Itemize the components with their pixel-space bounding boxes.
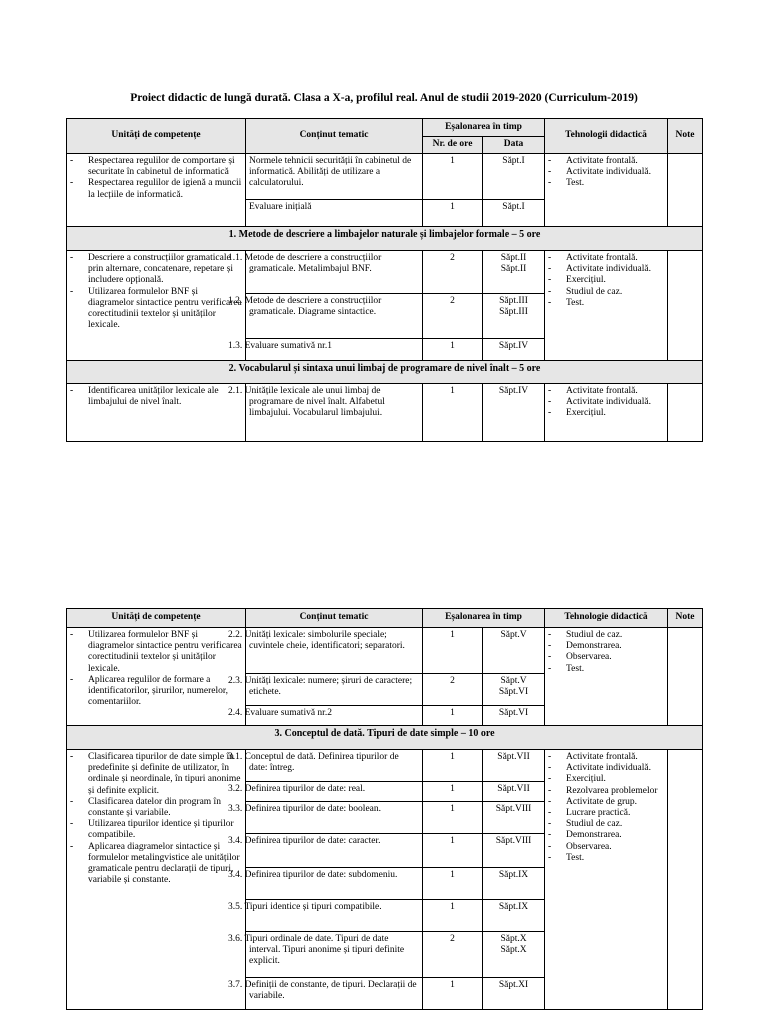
topic-cell: 2.3. Unități lexicale: numere; șiruri de caractere; etichete. [246, 674, 423, 706]
date-cell: Săpt.XI [483, 978, 545, 1010]
topic-cell: Evaluare inițială [246, 200, 423, 227]
topic-cell: 2.4. Evaluare sumativă nr.2 [246, 706, 423, 726]
header-tehnologii: Tehnologii didactică [545, 119, 668, 154]
competente-cell [67, 750, 246, 1010]
header-esalonare: Eșalonarea în timp [423, 609, 545, 628]
tehnologii-cell [545, 251, 668, 361]
header-note: Note [668, 119, 703, 154]
hours-cell: 1 [423, 782, 483, 802]
hours-cell: 1 [423, 628, 483, 674]
tehnologii-cell [545, 750, 668, 1010]
topic-cell: 3.7. Definiții de constante, de tipuri. Declarații de variabile. [246, 978, 423, 1010]
tehnologie-item: - Observarea. [548, 842, 664, 853]
competenta-item: - Utilizarea formulelor BNF și diagramelor sintactice pentru verificarea corectitudinii textelor și unităților lexicale. [70, 287, 242, 332]
tehnologie-item: - Activitate de grup. [548, 797, 664, 808]
date-cell: Săpt.III Săpt.III [483, 294, 545, 339]
competenta-item: - Respectarea regulilor de igienă a muncii la lecțiile de informatică. [70, 178, 242, 200]
note-cell [668, 628, 703, 726]
tehnologie-item: - Observarea. [548, 652, 664, 663]
topic-cell: 3.4. Definirea tipurilor de date: subdomeniu. [246, 868, 423, 900]
topic-cell: 1.1. Metode de descriere a construcțiilor gramaticale. Metalimbajul BNF. [246, 251, 423, 294]
hours-cell: 1 [423, 868, 483, 900]
date-cell: Săpt.IX [483, 900, 545, 932]
hours-cell: 1 [423, 706, 483, 726]
date-cell: Săpt.VII [483, 782, 545, 802]
date-cell: Săpt.VIII [483, 834, 545, 868]
header-nr-ore: Nr. de ore [423, 137, 483, 154]
competenta-item: - Aplicarea regulilor de formare a identificatorilor, șirurilor, numerelor, comentariilor. [70, 675, 242, 709]
tehnologie-item: - Exercițiul. [548, 275, 664, 286]
hours-cell: 1 [423, 200, 483, 227]
tehnologie-item: - Activitate frontală. [548, 156, 664, 167]
header-note: Note [668, 609, 703, 628]
tehnologie-item: - Activitate frontală. [548, 253, 664, 264]
header-data: Data [483, 137, 545, 154]
tehnologie-item: - Studiul de caz. [548, 287, 664, 298]
hours-cell: 2 [423, 294, 483, 339]
topic-cell: 1.2. Metode de descriere a construcțiilor gramaticale. Diagrame sintactice. [246, 294, 423, 339]
section-heading: 3. Conceptul de dată. Tipuri de date simple – 10 ore [67, 726, 703, 750]
competenta-item: - Aplicarea diagramelor sintactice și formulelor metalingvistice ale unităților gramaticale pentru declarații de tipuri, variabile și constante. [70, 842, 242, 887]
date-cell: Săpt.IX [483, 868, 545, 900]
header-competente: Unități de competențe [67, 119, 246, 154]
tehnologie-item: - Rezolvarea problemelor [548, 786, 664, 797]
tehnologii-cell [545, 154, 668, 227]
date-cell: Săpt.II Săpt.II [483, 251, 545, 294]
date-cell: Săpt.VI [483, 706, 545, 726]
hours-cell: 2 [423, 674, 483, 706]
tehnologie-item: - Test. [548, 178, 664, 189]
tehnologie-item: - Exercițiul. [548, 408, 664, 419]
date-cell: Săpt.I [483, 154, 545, 200]
tehnologie-item: - Exercițiul. [548, 774, 664, 785]
hours-cell: 1 [423, 802, 483, 834]
tehnologie-item: - Activitate individuală. [548, 167, 664, 178]
note-cell [668, 384, 703, 442]
date-cell: Săpt.VIII [483, 802, 545, 834]
competenta-item: - Utilizarea tipurilor identice și tipurilor compatibile. [70, 819, 242, 841]
note-cell [668, 251, 703, 361]
tehnologie-item: - Activitate individuală. [548, 264, 664, 275]
hours-cell: 1 [423, 900, 483, 932]
hours-cell: 2 [423, 932, 483, 978]
hours-cell: 1 [423, 978, 483, 1010]
hours-cell: 2 [423, 251, 483, 294]
tehnologie-item: - Test. [548, 664, 664, 675]
competenta-item: - Clasificarea datelor din program în constante și variabile. [70, 797, 242, 819]
topic-cell: 2.1. Unitățile lexicale ale unui limbaj de programare de nivel înalt. Alfabetul limbajului. Vocabularul limbajului. [246, 384, 423, 442]
topic-cell: 1.3. Evaluare sumativă nr.1 [246, 339, 423, 361]
date-cell: Săpt.IV [483, 384, 545, 442]
tehnologie-item: - Activitate individuală. [548, 397, 664, 408]
hours-cell: 1 [423, 154, 483, 200]
competenta-item: - Descriere a construcțiilor gramaticale prin alternare, concatenare, repetare și includere opțională. [70, 253, 242, 287]
hours-cell: 1 [423, 384, 483, 442]
header-esalonare: Eșalonarea în timp [423, 119, 545, 137]
plan-table-2 [66, 608, 703, 1010]
topic-cell: 3.4. Definirea tipurilor de date: caracter. [246, 834, 423, 868]
tehnologie-item: - Activitate individuală. [548, 763, 664, 774]
tehnologie-item: - Studiul de caz. [548, 819, 664, 830]
topic-cell: 3.5. Tipuri identice și tipuri compatibile. [246, 900, 423, 932]
note-cell [668, 750, 703, 1010]
competente-cell [67, 384, 246, 442]
tehnologii-cell [545, 628, 668, 726]
topic-cell: Normele tehnicii securității în cabinetul de informatică. Abilități de utilizare a calculatorului. [246, 154, 423, 200]
tehnologie-item: - Test. [548, 853, 664, 864]
header-tehnologii: Tehnologie didactică [545, 609, 668, 628]
competenta-item: - Utilizarea formulelor BNF și diagramelor sintactice pentru verificarea corectitudinii textelor și unităților lexicale. [70, 630, 242, 675]
competente-cell [67, 628, 246, 726]
competente-cell [67, 251, 246, 361]
date-cell: Săpt.VII [483, 750, 545, 782]
tehnologie-item: - Test. [548, 298, 664, 309]
header-competente: Unități de competențe [67, 609, 246, 628]
section-heading: 2. Vocabularul și sintaxa unui limbaj de programare de nivel înalt – 5 ore [67, 361, 703, 384]
tehnologie-item: - Lucrare practică. [548, 808, 664, 819]
plan-table-1 [66, 118, 703, 442]
header-continut: Conținut tematic [246, 609, 423, 628]
topic-cell: 3.6. Tipuri ordinale de date. Tipuri de date interval. Tipuri anonime și tipuri definite explicit. [246, 932, 423, 978]
tehnologie-item: - Activitate frontală. [548, 386, 664, 397]
date-cell: Săpt.I [483, 200, 545, 227]
competente-cell [67, 154, 246, 227]
date-cell: Săpt.V [483, 628, 545, 674]
hours-cell: 1 [423, 750, 483, 782]
header-continut: Conținut tematic [246, 119, 423, 154]
competenta-item: - Clasificarea tipurilor de date simple în predefinite și definite de utilizator, în ordinale și neordinale, în tipuri anonime și definite explicit. [70, 752, 242, 797]
topic-cell: 3.2. Definirea tipurilor de date: real. [246, 782, 423, 802]
tehnologii-cell [545, 384, 668, 442]
note-cell [668, 154, 703, 227]
topic-cell: 3.3. Definirea tipurilor de date: boolean. [246, 802, 423, 834]
tehnologie-item: - Demonstrarea. [548, 830, 664, 841]
topic-cell: 2.2. Unități lexicale: simbolurile speciale; cuvintele cheie, identificatori; separatori. [246, 628, 423, 674]
document-title: Proiect didactic de lungă durată. Clasa a X-a, profilul real. Anul de studii 2019-2020 (Curriculum-2019) [130, 92, 638, 104]
date-cell: Săpt.V Săpt.VI [483, 674, 545, 706]
date-cell: Săpt.X Săpt.X [483, 932, 545, 978]
date-cell: Săpt.IV [483, 339, 545, 361]
competenta-item: - Respectarea regulilor de comportare și securitate în cabinetul de informatică [70, 156, 242, 178]
tehnologie-item: - Studiul de caz. [548, 630, 664, 641]
section-heading: 1. Metode de descriere a limbajelor naturale și limbajelor formale – 5 ore [67, 227, 703, 251]
topic-cell: 3.1. Conceptul de dată. Definirea tipurilor de date: întreg. [246, 750, 423, 782]
tehnologie-item: - Demonstrarea. [548, 641, 664, 652]
hours-cell: 1 [423, 339, 483, 361]
competenta-item: - Identificarea unităților lexicale ale limbajului de nivel înalt. [70, 386, 242, 408]
tehnologie-item: - Activitate frontală. [548, 752, 664, 763]
hours-cell: 1 [423, 834, 483, 868]
